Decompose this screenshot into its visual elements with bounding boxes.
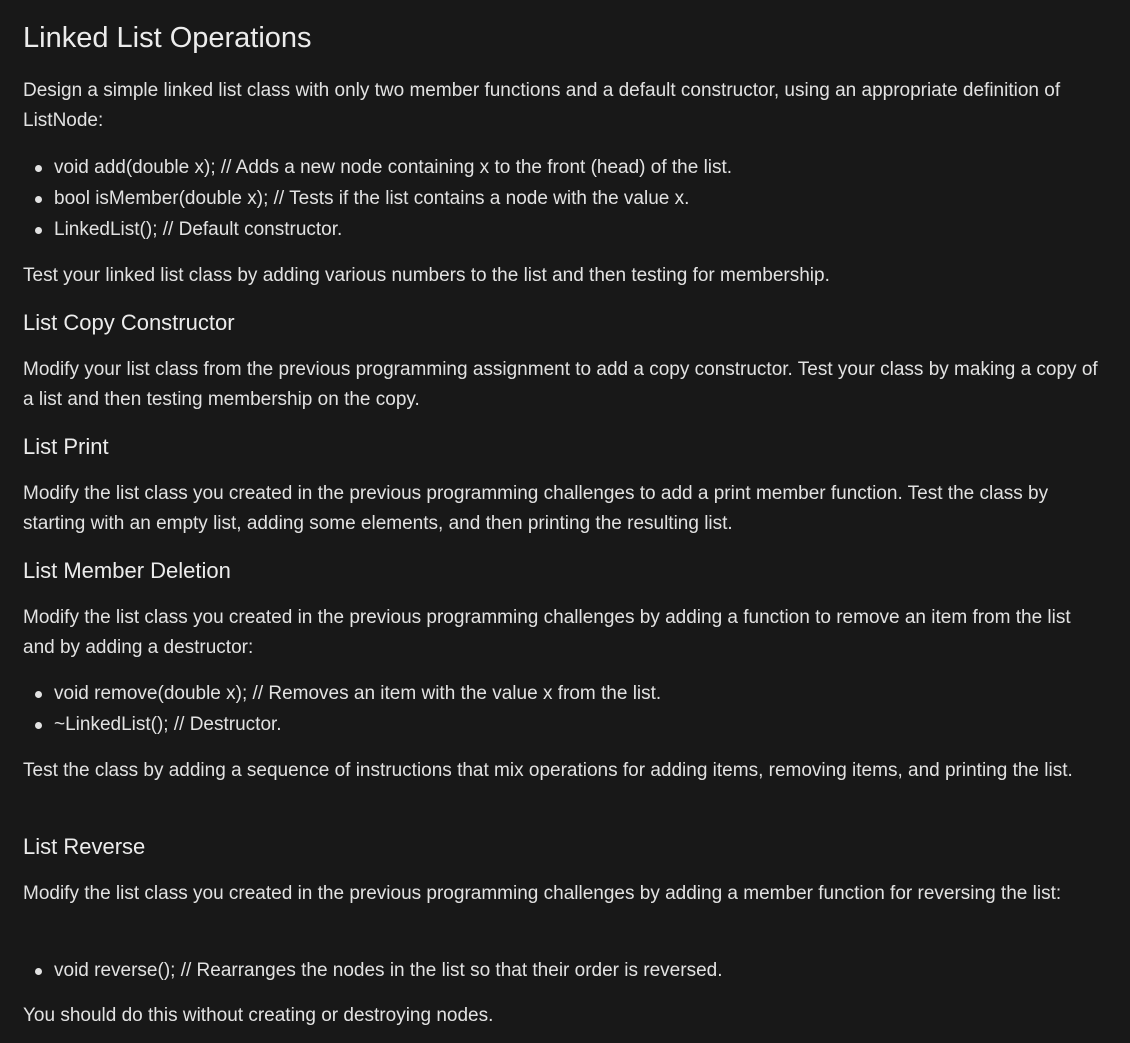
bullet-icon: [35, 196, 42, 203]
list-item: void remove(double x); // Removes an item with the value x from the list.: [23, 678, 661, 709]
list-item: void add(double x); // Adds a new node containing x to the front (head) of the list.: [23, 152, 732, 183]
list-item: bool isMember(double x); // Tests if the list contains a node with the value x.: [23, 183, 732, 214]
section-body-member-deletion: Modify the list class you created in the previous programming challenges by adding a function to remove an item from the list and by adding a destructor:: [23, 607, 1071, 658]
section-body-list-reverse: Modify the list class you created in the previous programming challenges by adding a member function for reversing the list:: [23, 883, 1062, 904]
section-heading-list-reverse: List Reverse: [23, 834, 146, 859]
list-item: void reverse(); // Rearranges the nodes in the list so that their order is reversed.: [23, 955, 722, 986]
list-item: LinkedList(); // Default constructor.: [23, 214, 732, 245]
deletion-list: [23, 678, 661, 740]
section-body-copy-constructor: Modify your list class from the previous programming assignment to add a copy constructor. Test your class by making a copy of a list and then testing membership on the copy.: [23, 359, 1098, 410]
bullet-icon: [35, 968, 42, 975]
intro-paragraph: Design a simple linked list class with only two member functions and a default constructor, using an appropriate definition of ListNode:: [23, 80, 1061, 131]
section-after-list-reverse: You should do this without creating or destroying nodes.: [23, 1005, 494, 1026]
section-after-member-deletion: Test the class by adding a sequence of instructions that mix operations for adding items, removing items, and printing the list.: [23, 760, 1073, 781]
section-body-list-print: Modify the list class you created in the previous programming challenges to add a print member function. Test the class by starting with an empty list, adding some elements, and then printing the resulting list.: [23, 483, 1049, 534]
section-heading-member-deletion: List Member Deletion: [23, 558, 231, 583]
bullet-icon: [35, 722, 42, 729]
list-item: ~LinkedList(); // Destructor.: [23, 709, 661, 740]
operations-list: [23, 152, 732, 245]
bullet-icon: [35, 691, 42, 698]
reverse-list: [23, 955, 722, 986]
section-heading-copy-constructor: List Copy Constructor: [23, 310, 235, 335]
bullet-icon: [35, 227, 42, 234]
page-title: Linked List Operations: [23, 22, 312, 54]
bullet-icon: [35, 165, 42, 172]
section-heading-list-print: List Print: [23, 434, 109, 459]
operations-test-paragraph: Test your linked list class by adding various numbers to the list and then testing for membership.: [23, 265, 830, 286]
